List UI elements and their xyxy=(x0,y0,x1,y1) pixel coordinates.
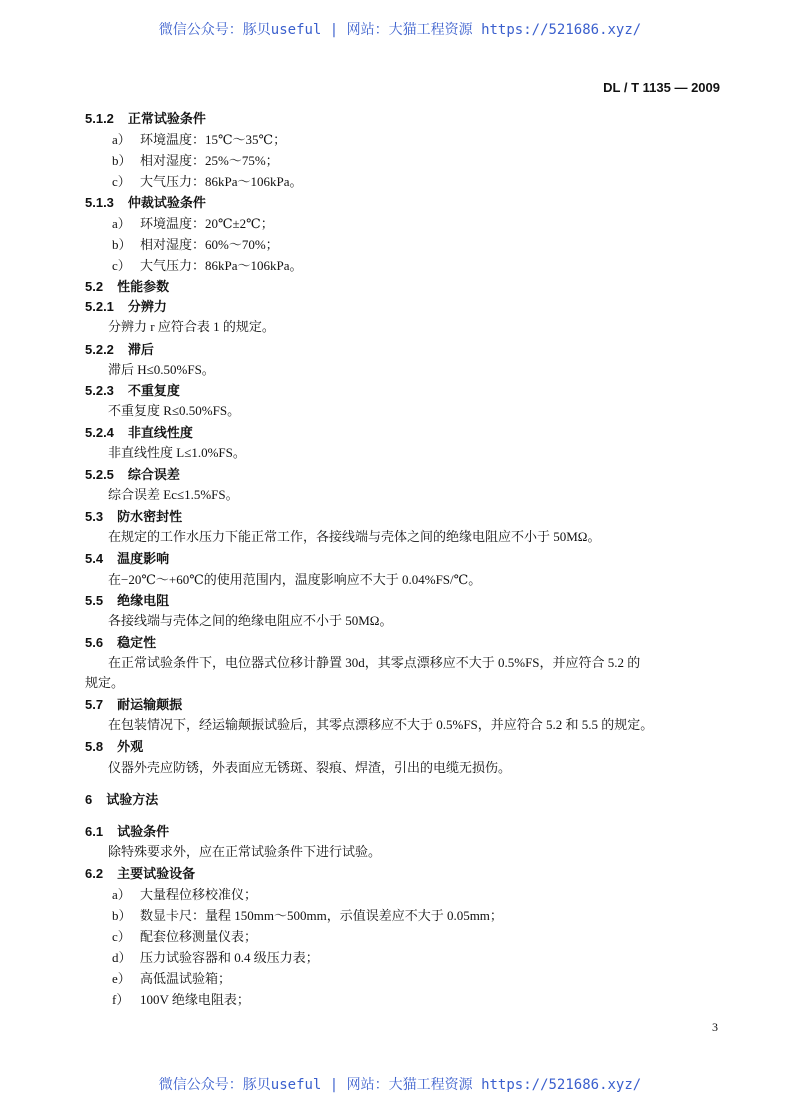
list-label: e） xyxy=(112,971,131,986)
list-item xyxy=(112,215,274,233)
paragraph-line: 分辨力 r 应符合表 1 的规定。 xyxy=(108,319,275,334)
section-heading xyxy=(85,341,154,359)
section-title: 仲裁试验条件 xyxy=(127,195,206,210)
paragraph-line: 非直线性度 L≤1.0%FS。 xyxy=(108,445,246,460)
section-title: 非直线性度 xyxy=(127,425,193,440)
list-text: 环境温度：20℃±2℃； xyxy=(140,216,274,231)
standard-header: DL / T 1135 — 2009 xyxy=(603,80,720,95)
paragraph-line: 在规定的工作水压力下能正常工作，各接线端与壳体之间的绝缘电阻应不小于 50MΩ。 xyxy=(108,529,601,544)
list-text: 数显卡尺：量程 150mm～500mm，示值误差应不大于 0.05mm； xyxy=(140,908,503,923)
section-heading xyxy=(85,634,156,652)
section-title: 分辨力 xyxy=(127,299,167,314)
paragraph-line: 各接线端与壳体之间的绝缘电阻应不小于 50MΩ。 xyxy=(108,613,393,628)
section-heading xyxy=(85,508,182,526)
list-label: c） xyxy=(112,929,131,944)
section-number: 6 xyxy=(85,792,93,807)
section-number: 5.2 xyxy=(85,279,104,294)
section-heading xyxy=(85,298,167,316)
section-title: 综合误差 xyxy=(127,467,180,482)
section-number: 5.8 xyxy=(85,739,104,754)
list-label: c） xyxy=(112,258,131,273)
section-title: 试验方法 xyxy=(106,792,159,807)
section-heading xyxy=(85,278,169,296)
section-title: 性能参数 xyxy=(117,279,170,294)
section-heading xyxy=(85,466,180,484)
section-heading xyxy=(85,791,158,809)
list-item xyxy=(112,152,279,170)
paragraph-line: 滞后 H≤0.50%FS。 xyxy=(108,362,215,377)
list-label: b） xyxy=(112,908,132,923)
section-number: 5.5 xyxy=(85,593,104,608)
section-title: 防水密封性 xyxy=(117,509,183,524)
list-text: 相对湿度：25%～75%； xyxy=(140,153,279,168)
section-number: 5.6 xyxy=(85,635,104,650)
list-label: f） xyxy=(112,992,130,1007)
list-item xyxy=(112,907,503,925)
section-number: 5.2.1 xyxy=(85,299,114,314)
paragraph-line: 规定。 xyxy=(85,675,125,690)
list-text: 100V 绝缘电阻表； xyxy=(140,992,250,1007)
section-number: 6.2 xyxy=(85,866,104,881)
section-number: 5.4 xyxy=(85,551,104,566)
section-number: 5.2.3 xyxy=(85,383,114,398)
list-text: 大气压力：86kPa～106kPa。 xyxy=(140,258,303,273)
list-item xyxy=(112,236,279,254)
section-number: 5.3 xyxy=(85,509,104,524)
section-heading xyxy=(85,550,169,568)
section-heading xyxy=(85,424,193,442)
list-text: 高低温试验箱； xyxy=(140,971,232,986)
section-heading xyxy=(85,110,206,128)
list-text: 大量程位移校准仪； xyxy=(140,887,258,902)
list-item xyxy=(112,928,257,946)
section-title: 耐运输颠振 xyxy=(117,697,183,712)
list-text: 相对湿度：60%～70%； xyxy=(140,237,279,252)
watermark-bottom: 微信公众号：豚贝useful | 网站：大猫工程资源 https://521686.xyz/ xyxy=(158,1077,642,1093)
section-number: 5.2.2 xyxy=(85,342,114,357)
section-number: 6.1 xyxy=(85,824,104,839)
list-item xyxy=(112,886,257,904)
list-text: 大气压力：86kPa～106kPa。 xyxy=(140,174,303,189)
list-text: 压力试验容器和 0.4 级压力表； xyxy=(140,950,319,965)
section-title: 主要试验设备 xyxy=(117,866,196,881)
section-heading xyxy=(85,194,206,212)
list-label: b） xyxy=(112,237,132,252)
list-item xyxy=(112,131,286,149)
paragraph-line: 在−20℃～+60℃的使用范围内，温度影响应不大于 0.04%FS/℃。 xyxy=(108,572,482,587)
paragraph-line: 仪器外壳应防锈，外表面应无锈斑、裂痕、焊渣，引出的电缆无损伤。 xyxy=(108,760,512,775)
section-title: 绝缘电阻 xyxy=(117,593,170,608)
section-heading xyxy=(85,865,195,883)
section-heading xyxy=(85,696,182,714)
section-title: 稳定性 xyxy=(117,635,157,650)
list-label: b） xyxy=(112,153,132,168)
section-title: 不重复度 xyxy=(127,383,180,398)
list-item xyxy=(112,991,250,1009)
list-item xyxy=(112,970,231,988)
paragraph-line: 除特殊要求外，应在正常试验条件下进行试验。 xyxy=(108,844,382,859)
list-item xyxy=(112,173,303,191)
paragraph-line: 在包装情况下，经运输颠振试验后，其零点漂移应不大于 0.5%FS，并应符合 5.2 和 5.5 的规定。 xyxy=(108,717,654,732)
paragraph-line: 不重复度 R≤0.50%FS。 xyxy=(108,403,241,418)
section-heading xyxy=(85,382,180,400)
section-title: 正常试验条件 xyxy=(127,111,206,126)
paragraph-line: 在正常试验条件下，电位器式位移计静置 30d，其零点漂移应不大于 0.5%FS，并应符合 5.2 的 xyxy=(108,655,641,670)
section-title: 外观 xyxy=(117,739,144,754)
section-heading xyxy=(85,823,169,841)
list-text: 环境温度：15℃～35℃； xyxy=(140,132,287,147)
section-number: 5.7 xyxy=(85,697,104,712)
list-item xyxy=(112,949,319,967)
list-label: a） xyxy=(112,887,131,902)
section-heading xyxy=(85,738,143,756)
page-number: 3 xyxy=(712,1020,718,1034)
section-number: 5.1.3 xyxy=(85,195,114,210)
section-title: 试验条件 xyxy=(117,824,170,839)
list-label: a） xyxy=(112,132,131,147)
section-heading xyxy=(85,592,169,610)
section-number: 5.2.4 xyxy=(85,425,114,440)
section-title: 温度影响 xyxy=(117,551,170,566)
list-label: c） xyxy=(112,174,131,189)
list-label: d） xyxy=(112,950,132,965)
section-title: 滞后 xyxy=(127,342,154,357)
watermark-top: 微信公众号：豚贝useful | 网站：大猫工程资源 https://521686.xyz/ xyxy=(158,22,642,38)
list-text: 配套位移测量仪表； xyxy=(140,929,258,944)
section-number: 5.1.2 xyxy=(85,111,114,126)
list-item xyxy=(112,257,303,275)
section-number: 5.2.5 xyxy=(85,467,114,482)
list-label: a） xyxy=(112,216,131,231)
paragraph-line: 综合误差 Ec≤1.5%FS。 xyxy=(108,487,239,502)
